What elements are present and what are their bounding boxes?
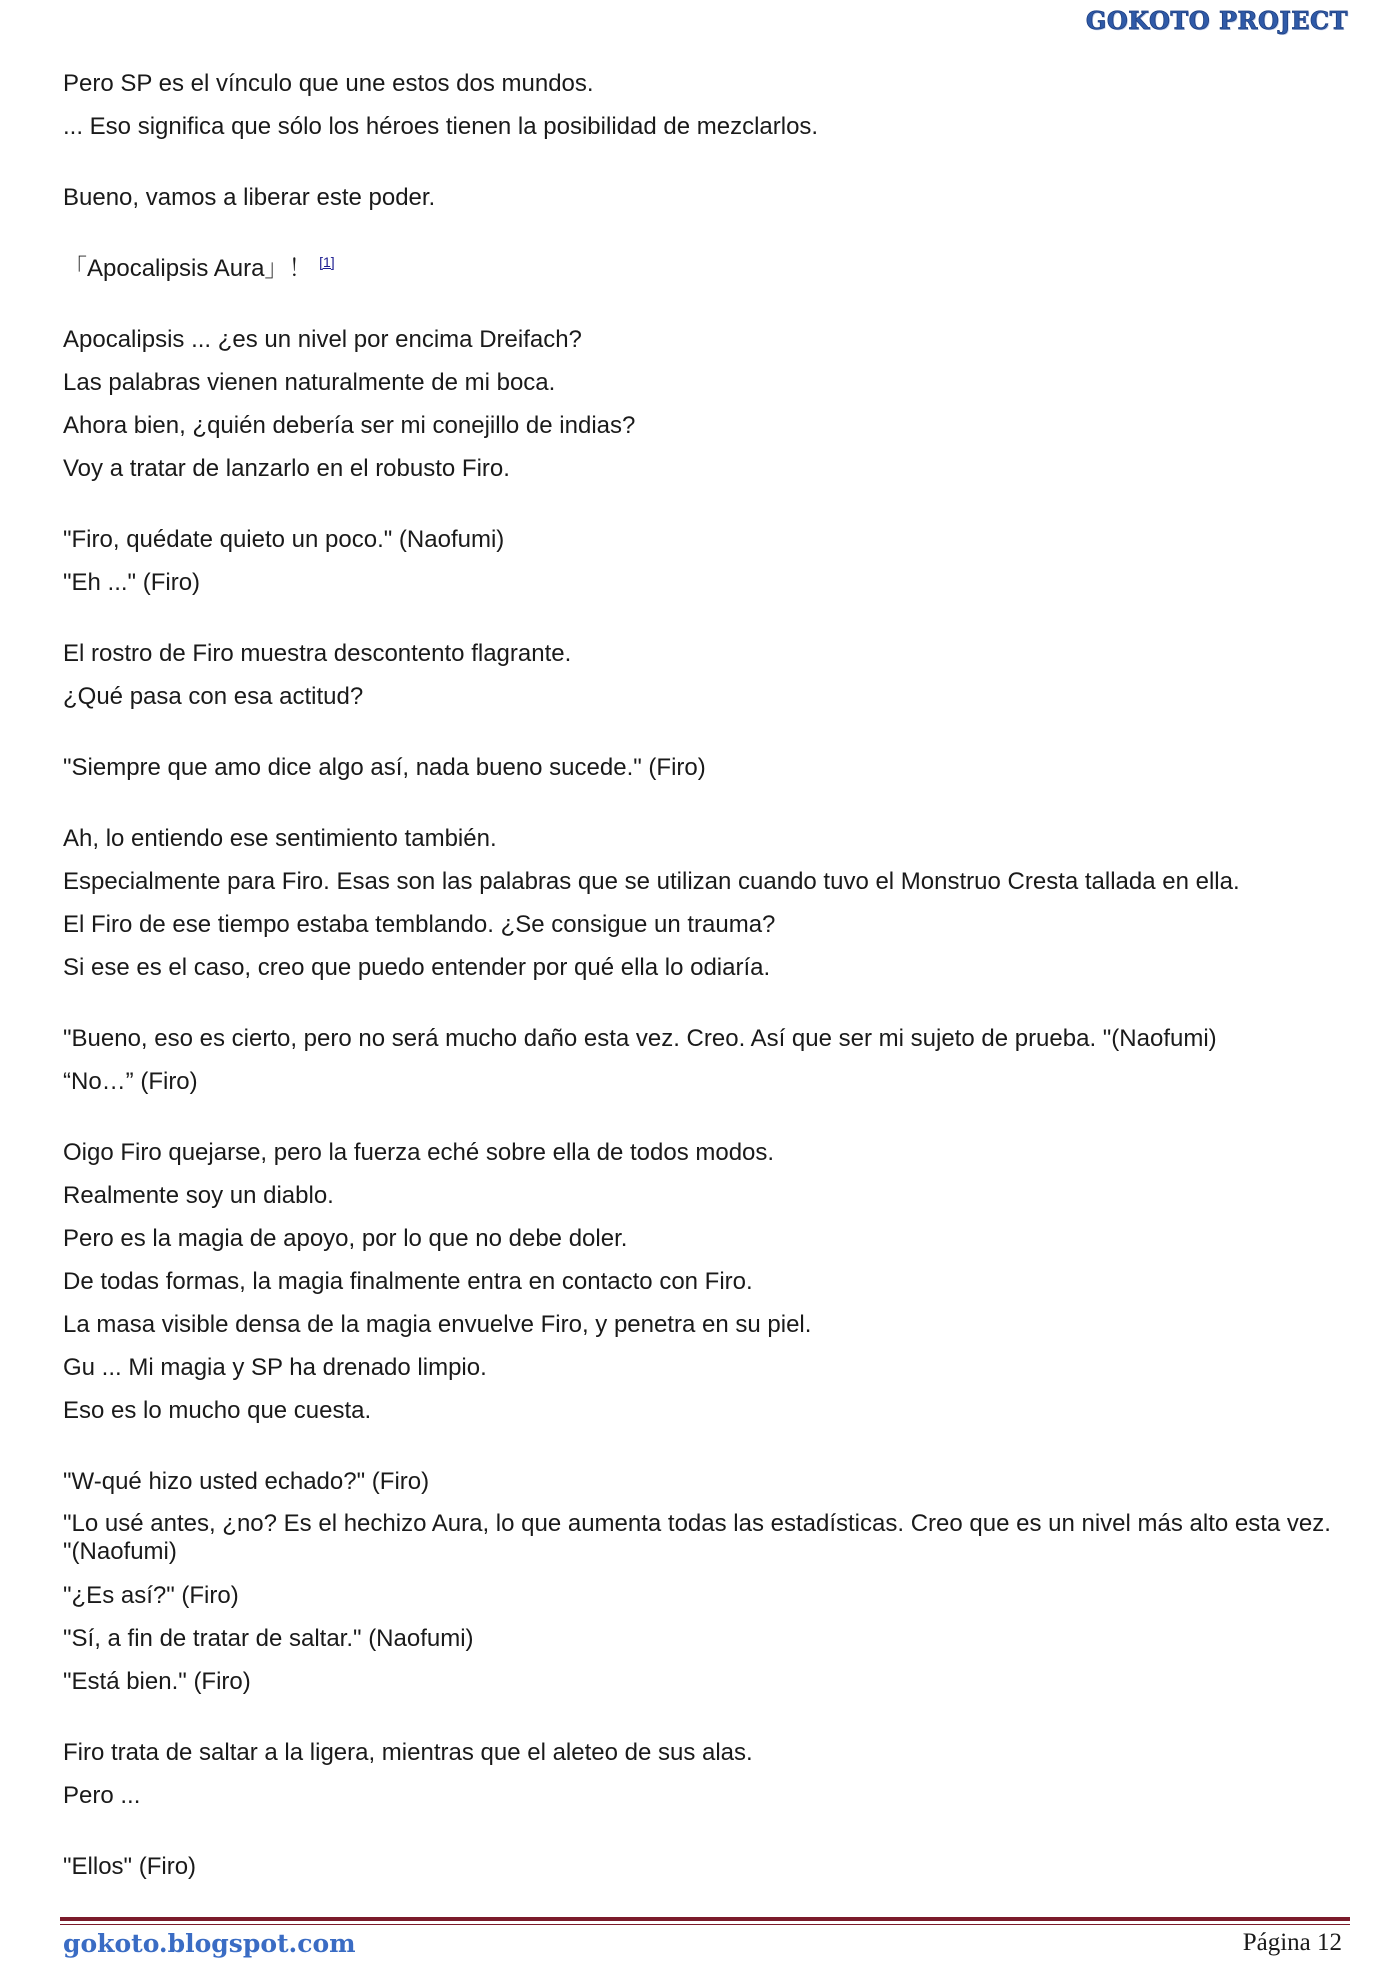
text-line: Ahora bien, ¿quién debería ser mi conejillo de indias? — [63, 412, 636, 439]
text-line: Si ese es el caso, creo que puedo entender por qué ella lo odiaría. — [63, 954, 771, 981]
paragraph — [63, 518, 1343, 604]
text-line: "¿Es así?" (Firo) — [63, 1582, 239, 1609]
text-line: Pero es la magia de apoyo, por lo que no debe doler. — [63, 1225, 628, 1252]
text-line: "Está bien." (Firo) — [63, 1668, 251, 1695]
footnote-link[interactable]: [1] — [319, 254, 335, 270]
paragraph — [63, 318, 1343, 490]
paragraph — [63, 62, 1343, 148]
text-line: "Eh ..." (Firo) — [63, 569, 201, 596]
text-line: Eso es lo mucho que cuesta. — [63, 1397, 372, 1424]
page-body — [63, 62, 1343, 1916]
paragraph — [63, 1017, 1343, 1103]
text-line: "Bueno, eso es cierto, pero no será mucho daño esta vez. Creo. Así que ser mi sujeto de prueba. "(Naofumi) — [63, 1025, 1217, 1052]
text-line: Realmente soy un diablo. — [63, 1182, 334, 1209]
text-line: "W-qué hizo usted echado?" (Firo) — [63, 1468, 430, 1495]
paragraph — [63, 176, 1343, 219]
paragraph — [63, 1845, 1343, 1888]
text-line: ¿Qué pasa con esa actitud? — [63, 683, 364, 710]
footer-divider-thick — [60, 1917, 1350, 1921]
text-line: Especialmente para Firo. Esas son las palabras que se utilizan cuando tuvo el Monstruo Cresta tallada en ella. — [63, 868, 1240, 895]
text-line: ... Eso significa que sólo los héroes tienen la posibilidad de mezclarlos. — [63, 113, 819, 140]
paragraph — [63, 1731, 1343, 1817]
text-line: La masa visible densa de la magia envuelve Firo, y penetra en su piel. — [63, 1311, 812, 1338]
paragraph — [63, 1131, 1343, 1432]
text-line: El rostro de Firo muestra descontento flagrante. — [63, 640, 572, 667]
text-line: Firo trata de saltar a la ligera, mientras que el aleteo de sus alas. — [63, 1739, 753, 1766]
text-line: Pero SP es el vínculo que une estos dos mundos. — [63, 70, 594, 97]
text-line: Bueno, vamos a liberar este poder. — [63, 184, 436, 211]
paragraph — [63, 632, 1343, 718]
text-line: "Firo, quédate quieto un poco." (Naofumi) — [63, 526, 505, 553]
paragraph — [63, 817, 1343, 989]
text-line: Oigo Firo quejarse, pero la fuerza eché sobre ella de todos modos. — [63, 1139, 775, 1166]
text-line: "Ellos" (Firo) — [63, 1853, 197, 1880]
spell-text: 「Apocalipsis Aura」！ — [63, 255, 313, 282]
text-line: De todas formas, la magia finalmente entra en contacto con Firo. — [63, 1268, 753, 1295]
text-line: Voy a tratar de lanzarlo en el robusto Firo. — [63, 455, 510, 482]
spell-line — [63, 247, 1343, 290]
text-line: "Siempre que amo dice algo así, nada bueno sucede." (Firo) — [63, 754, 706, 781]
text-line: Gu ... Mi magia y SP ha drenado limpio. — [63, 1354, 487, 1381]
footer-divider-thin — [60, 1924, 1350, 1925]
header-brand-logo: GOKOTO PROJECT — [1085, 6, 1348, 35]
paragraph — [63, 1460, 1343, 1703]
paragraph — [63, 746, 1343, 789]
text-line: Apocalipsis ... ¿es un nivel por encima Dreifach? — [63, 326, 582, 353]
text-line: "Sí, a fin de tratar de saltar." (Naofumi) — [63, 1625, 474, 1652]
paragraph — [63, 247, 1343, 290]
footer-page-number: Página 12 — [1242, 1929, 1342, 1956]
text-line: Ah, lo entiendo ese sentimiento también. — [63, 825, 497, 852]
text-line: Las palabras vienen naturalmente de mi boca. — [63, 369, 556, 396]
footer-site-link[interactable]: gokoto.blogspot.com — [63, 1929, 356, 1958]
text-line: El Firo de ese tiempo estaba temblando. ¿Se consigue un trauma? — [63, 911, 776, 938]
text-line: “No…” (Firo) — [63, 1068, 198, 1095]
text-line: "Lo usé antes, ¿no? Es el hechizo Aura, lo que aumenta todas las estadísticas. Creo que es un nivel más alto esta vez. "(Naofumi) — [63, 1510, 1338, 1565]
text-line: Pero ... — [63, 1782, 141, 1809]
